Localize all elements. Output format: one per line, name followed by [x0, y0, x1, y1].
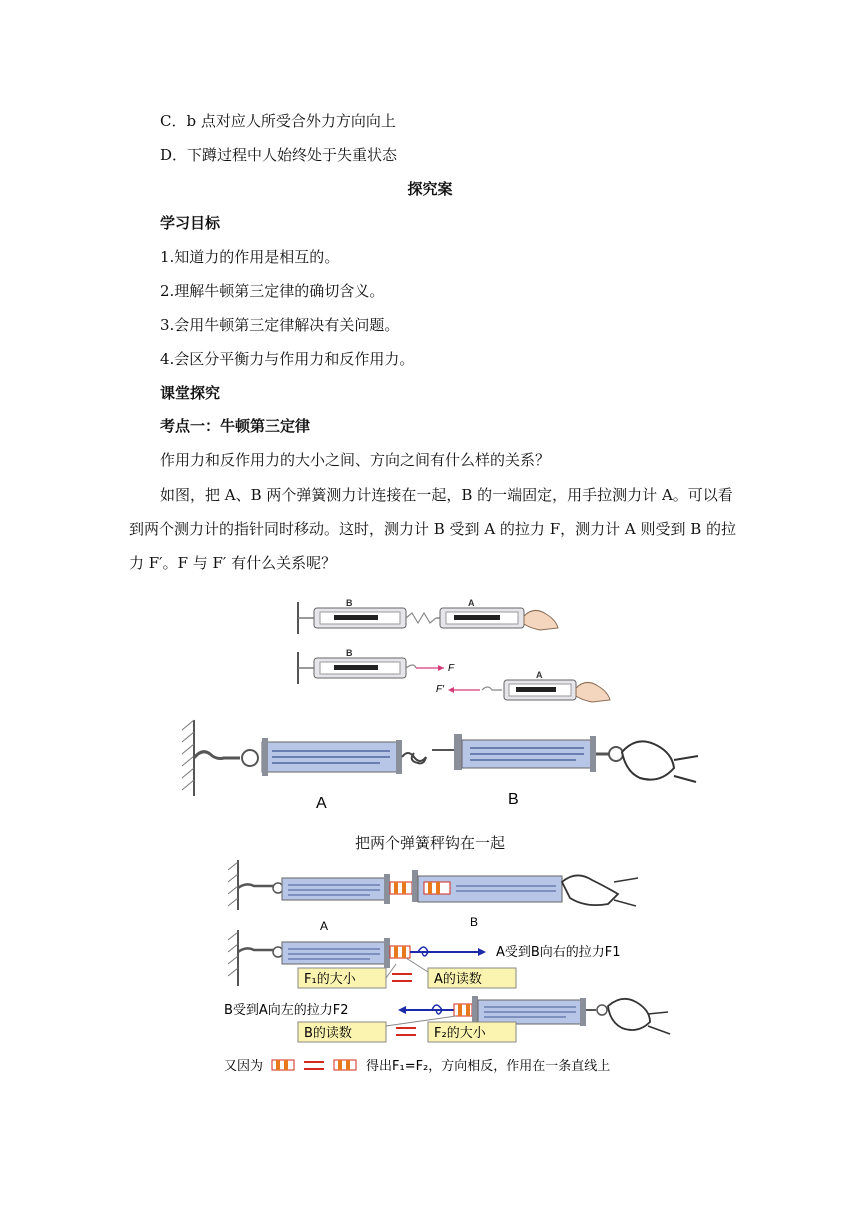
figure-caption: 把两个弹簧秤钩在一起 — [354, 834, 505, 852]
fig3-because-text: 又因为 — [224, 1059, 264, 1074]
paragraph-line: 力 F′。F 与 F′ 有什么关系呢？ — [129, 554, 337, 572]
fig2-label-b: B — [508, 791, 519, 808]
fig1-label-a: A — [468, 598, 475, 608]
fig3-conclusion-text: 得出F₁=F₂，方向相反，作用在一条直线上 — [366, 1059, 611, 1074]
option-c: C．b 点对应人所受合外力方向向上 — [160, 112, 396, 130]
goal-item: 2.理解牛顿第三定律的确切含义。 — [160, 282, 385, 300]
goal-item: 1.知道力的作用是相互的。 — [160, 248, 340, 266]
fig3-a-reading-box: A的读数 — [434, 972, 482, 987]
option-d: D．下蹲过程中人始终处于失重状态 — [160, 146, 398, 164]
fig1-label-b: B — [346, 598, 353, 608]
fig3-b-reading-box: B的读数 — [304, 1026, 352, 1041]
fig3-f1-box: F₁的大小 — [304, 972, 356, 987]
fig3-f2-box: F₂的大小 — [434, 1026, 486, 1041]
fig2-label-a: A — [316, 795, 327, 812]
goal-item: 3.会用牛顿第三定律解决有关问题。 — [160, 316, 400, 334]
fig3-label-a: A — [320, 919, 329, 933]
goals-heading: 学习目标 — [160, 214, 221, 232]
fig1-label-a2: A — [536, 670, 543, 680]
figure-spring-scales-connected — [290, 596, 560, 716]
question-text: 作用力和反作用力的大小之间、方向之间有什么样的关系？ — [160, 451, 551, 469]
class-heading: 课堂探究 — [160, 384, 221, 402]
goal-item: 4.会区分平衡力与作用力和反作用力。 — [160, 350, 415, 368]
topic-heading: 考点一：牛顿第三定律 — [160, 417, 311, 435]
fig1-force-f-prime: F′ — [436, 684, 444, 695]
fig3-label-b: B — [470, 915, 479, 929]
section-title: 探究案 — [407, 180, 453, 198]
figure-force-analysis — [220, 860, 680, 1080]
paragraph-line: 如图，把 A、B 两个弹簧测力计连接在一起，B 的一端固定，用手拉测力计 A。可以看 — [160, 486, 733, 504]
fig3-b-force-label: B受到A向左的拉力F2 — [224, 1003, 349, 1018]
paragraph-line: 到两个测力计的指针同时移动。这时，测力计 B 受到 A 的拉力 F，测力计 A 则受到 B 的拉 — [129, 520, 737, 538]
fig1-force-f: F — [448, 663, 455, 674]
figure-two-scales-hooked — [180, 720, 700, 820]
fig1-label-b2: B — [346, 648, 353, 658]
fig3-a-force-label: A受到B向右的拉力F1 — [496, 945, 621, 960]
